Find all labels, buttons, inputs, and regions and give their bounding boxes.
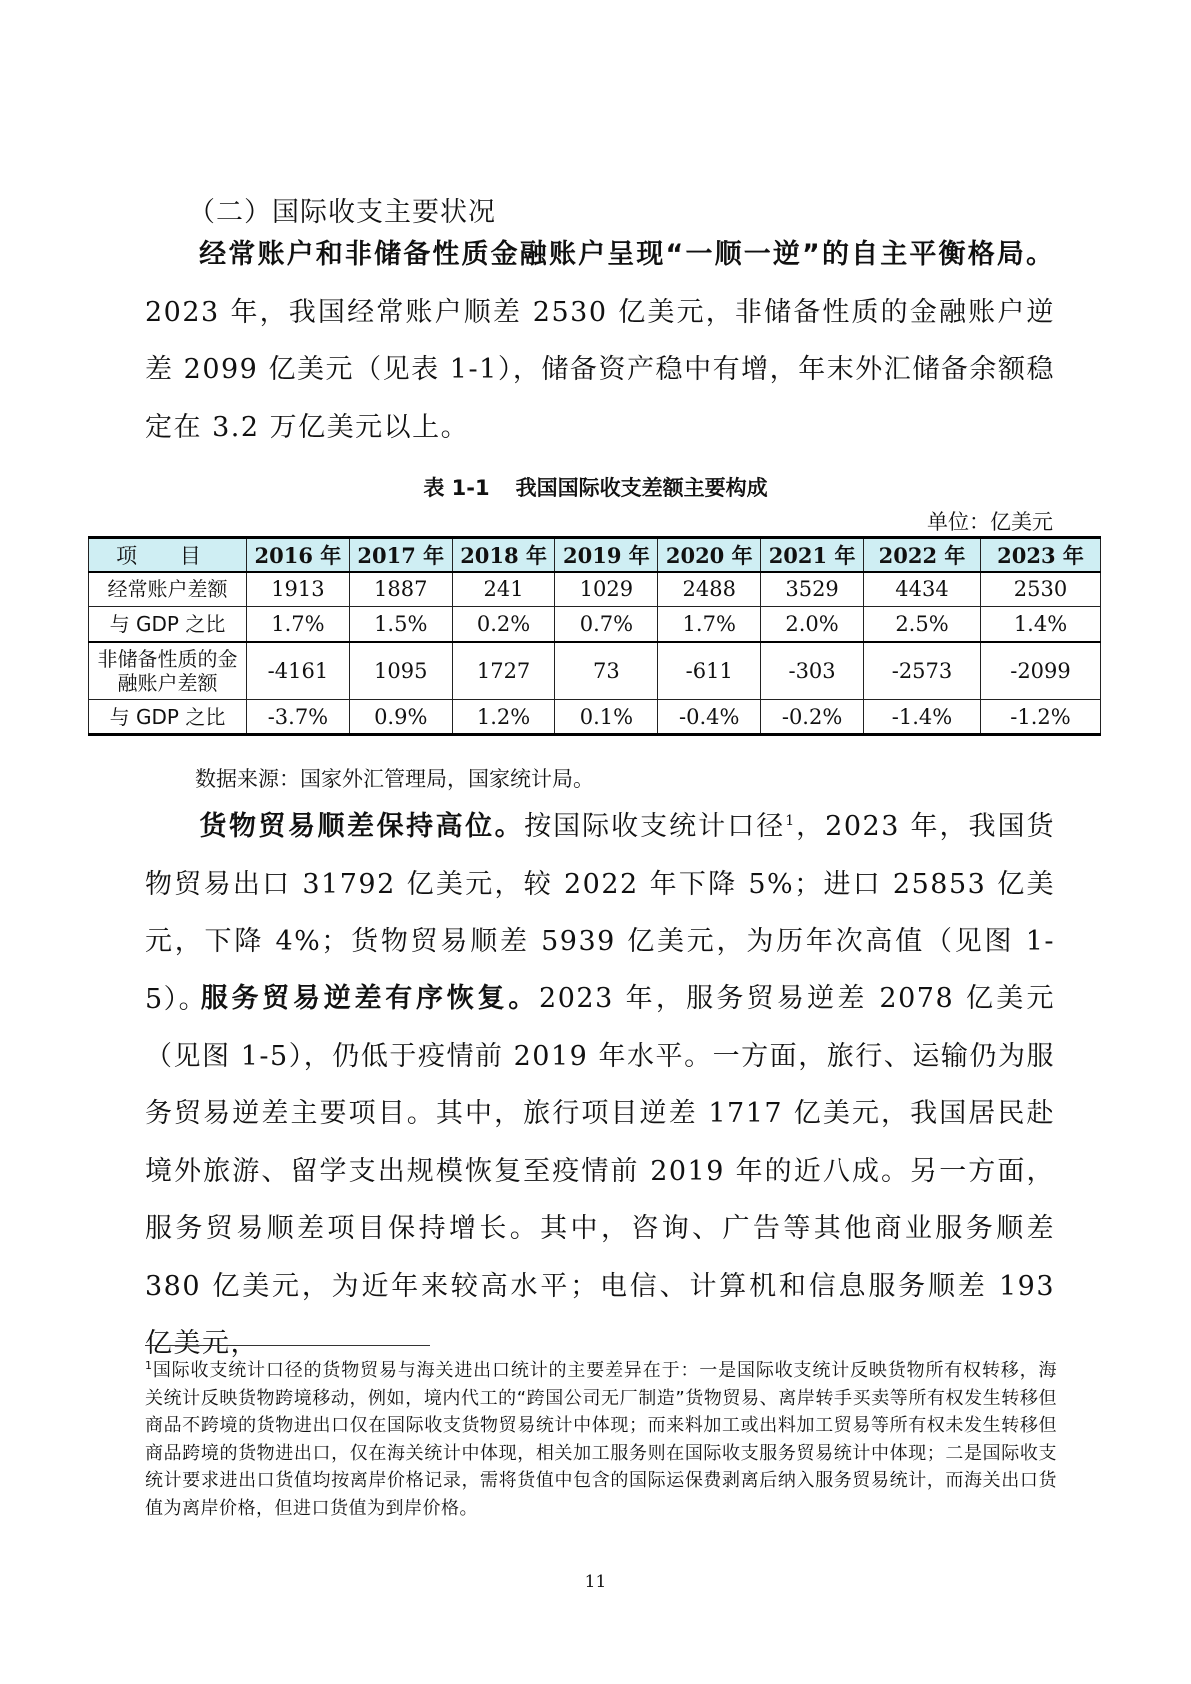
table-cell: 1029 (555, 572, 658, 607)
table-cell: 3529 (761, 572, 864, 607)
section-heading: （二）国际收支主要状况 (188, 197, 496, 228)
table-cell: -1.2% (981, 700, 1101, 735)
table-title: 我国国际收支差额主要构成 (515, 476, 768, 500)
table-cell: 1.2% (452, 700, 555, 735)
row-label: 与 GDP 之比 (89, 607, 247, 642)
table-cell: -0.2% (761, 700, 864, 735)
paragraph-text: 按国际收支统计口径 (524, 811, 786, 842)
table-cell: 0.2% (452, 607, 555, 642)
table-cell: -0.4% (658, 700, 761, 735)
table-cell: 4434 (864, 572, 981, 607)
row-label-line: 融账户差额 (117, 670, 218, 695)
table-cell: -303 (761, 642, 864, 700)
table-cell: 73 (555, 642, 658, 700)
row-label (89, 642, 247, 700)
table-cell: 1.7% (658, 607, 761, 642)
header-year: 2019 年 (555, 538, 658, 572)
table-cell: 1.5% (349, 607, 452, 642)
table-row (89, 700, 1101, 735)
header-year: 2022 年 (864, 538, 981, 572)
table-cell: 2.5% (864, 607, 981, 642)
paragraph-lead: 经常账户和非储备性质金融账户呈现“一顺一逆”的自主平衡格局。 (199, 239, 1055, 270)
table-row (89, 607, 1101, 642)
table-source: 数据来源：国家外汇管理局，国家统计局。 (195, 767, 594, 791)
paragraph-text: 2023 年，服务贸易逆差 2078 亿美元（见图 1-5），仍低于疫情前 2019 年水平。一方面，旅行、运输仍为服务贸易逆差主要项目。其中，旅行项目逆差 1717 亿美元，我国居民赴境外旅游、留学支出规模恢复至疫情前 2019 年的近八成。另一方面，服务贸易顺差项目保持增长。其中，咨询、广告等其他商业服务顺差 380 亿美元，为近年来较高水平；电信、计算机和信息服务顺差 193 亿美元， (145, 983, 1055, 1359)
table-cell: 1727 (452, 642, 555, 700)
table-cell: -611 (658, 642, 761, 700)
table-cell: 1913 (247, 572, 350, 607)
table-cell: 1.4% (981, 607, 1101, 642)
table-row (89, 572, 1101, 607)
footnote-divider (145, 1345, 430, 1346)
page-number: 11 (584, 1572, 607, 1592)
footnote (145, 1357, 1057, 1522)
header-year: 2017 年 (349, 538, 452, 572)
table-cell: 1.7% (247, 607, 350, 642)
header-item: 项 目 (89, 538, 247, 572)
table-cell: 0.9% (349, 700, 452, 735)
footnote-reference[interactable]: 1 (785, 813, 796, 829)
paragraph-lead: 货物贸易顺差保持高位。 (199, 811, 525, 842)
header-year: 2021 年 (761, 538, 864, 572)
header-year: 2023 年 (981, 538, 1101, 572)
table-caption (0, 472, 1191, 502)
table-cell: 2488 (658, 572, 761, 607)
table-cell: -4161 (247, 642, 350, 700)
paragraph-services-trade (145, 970, 1055, 1373)
table-cell: 2.0% (761, 607, 864, 642)
paragraph-text: 2023 年，我国经常账户顺差 2530 亿美元，非储备性质的金融账户逆差 2099 亿美元（见表 1-1），储备资产稳中有增，年末外汇储备余额稳定在 3.2 万亿美元以上。 (145, 296, 1055, 443)
table-cell: 1095 (349, 642, 452, 700)
table-header-row (89, 538, 1101, 572)
footnote-text: 国际收支统计口径的货物贸易与海关进出口统计的主要差异在于：一是国际收支统计反映货物所有权转移，海关统计反映货物跨境移动，例如，境内代工的“跨国公司无厂制造”货物贸易、离岸转手买卖等所有权发生转移但商品不跨境的货物进出口仅在国际收支货物贸易统计中体现；而来料加工或出料加工贸易等所有权未发生转移但商品跨境的货物进出口，仅在海关统计中体现，相关加工服务则在国际收支服务贸易统计中体现；二是国际收支统计要求进出口货值均按离岸价格记录，需将货值中包含的国际运保费剥离后纳入服务贸易统计，而海关出口货值为离岸价格，但进口货值为到岸价格。 (145, 1360, 1057, 1519)
paragraph-text: ，2023 年，我国货物贸易出口 31792 亿美元，较 2022 年下降 5%；进口 25853 亿美元，下降 4%；货物贸易顺差 5939 亿美元，为历年次高值（见图 1-5）。 (145, 811, 1056, 1015)
paragraph-current-financial-account (145, 226, 1055, 456)
row-label: 经常账户差额 (89, 572, 247, 607)
footnote-marker: 1 (145, 1359, 153, 1372)
header-year: 2018 年 (452, 538, 555, 572)
balance-of-payments-table (88, 536, 1101, 736)
table-cell: -2099 (981, 642, 1101, 700)
table-cell: 1887 (349, 572, 452, 607)
table-number: 表 1-1 (423, 476, 490, 500)
paragraph-lead: 服务贸易逆差有序恢复。 (199, 983, 540, 1014)
table-cell: 241 (452, 572, 555, 607)
table-cell: -1.4% (864, 700, 981, 735)
table-cell: 2530 (981, 572, 1101, 607)
header-year: 2016 年 (247, 538, 350, 572)
table-cell: 0.7% (555, 607, 658, 642)
table-unit: 单位：亿美元 (927, 510, 1053, 534)
header-year: 2020 年 (658, 538, 761, 572)
table-cell: -2573 (864, 642, 981, 700)
table-cell: -3.7% (247, 700, 350, 735)
row-label: 与 GDP 之比 (89, 700, 247, 735)
table-cell: 0.1% (555, 700, 658, 735)
table-row (89, 642, 1101, 700)
row-label-line: 非储备性质的金 (97, 646, 238, 671)
